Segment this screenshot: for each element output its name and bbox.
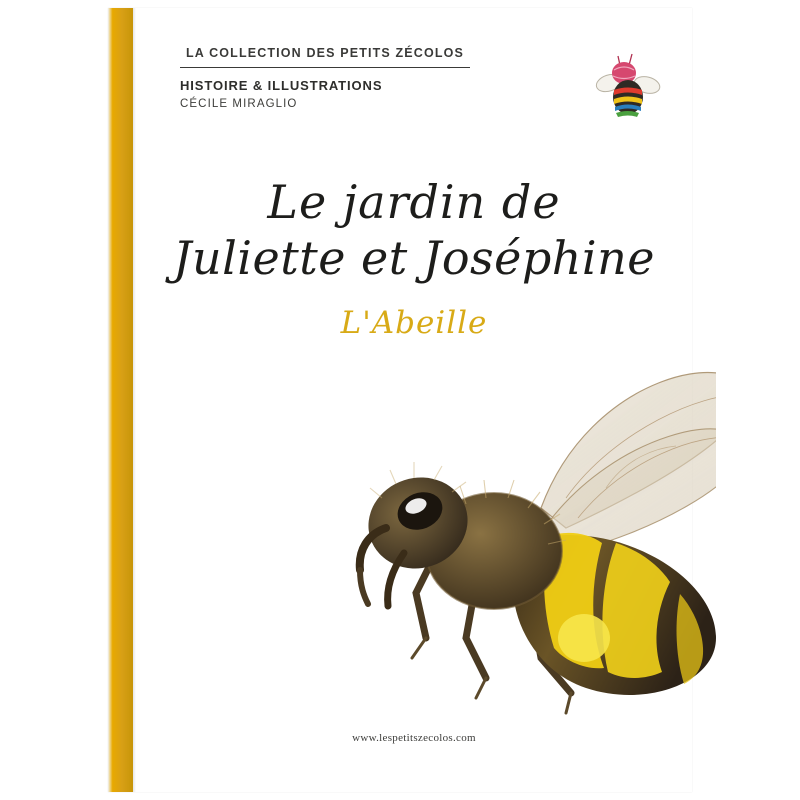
publisher-website: www.lespetitszecolos.com <box>352 732 476 744</box>
book-title-line-2: Juliette et Joséphine <box>173 231 655 286</box>
stitched-bee-icon <box>588 50 662 124</box>
book-cover <box>108 8 692 792</box>
credit-role: HISTOIRE & ILLUSTRATIONS <box>180 78 383 93</box>
title-block <box>136 175 692 341</box>
honey-bee-illustration <box>316 338 716 728</box>
credits-block <box>180 78 470 110</box>
book-subtitle: L'Abeille <box>340 304 488 341</box>
collection-title: LA COLLECTION DES PETITS ZÉCOLOS <box>180 46 470 68</box>
collection-header <box>180 46 500 110</box>
bee-wings <box>541 372 716 553</box>
credit-author-name: CÉCILE MIRAGLIO <box>180 98 298 110</box>
book-title-line-1: Le jardin de <box>267 175 561 229</box>
cover-content <box>136 8 692 792</box>
book-spine <box>108 8 133 792</box>
